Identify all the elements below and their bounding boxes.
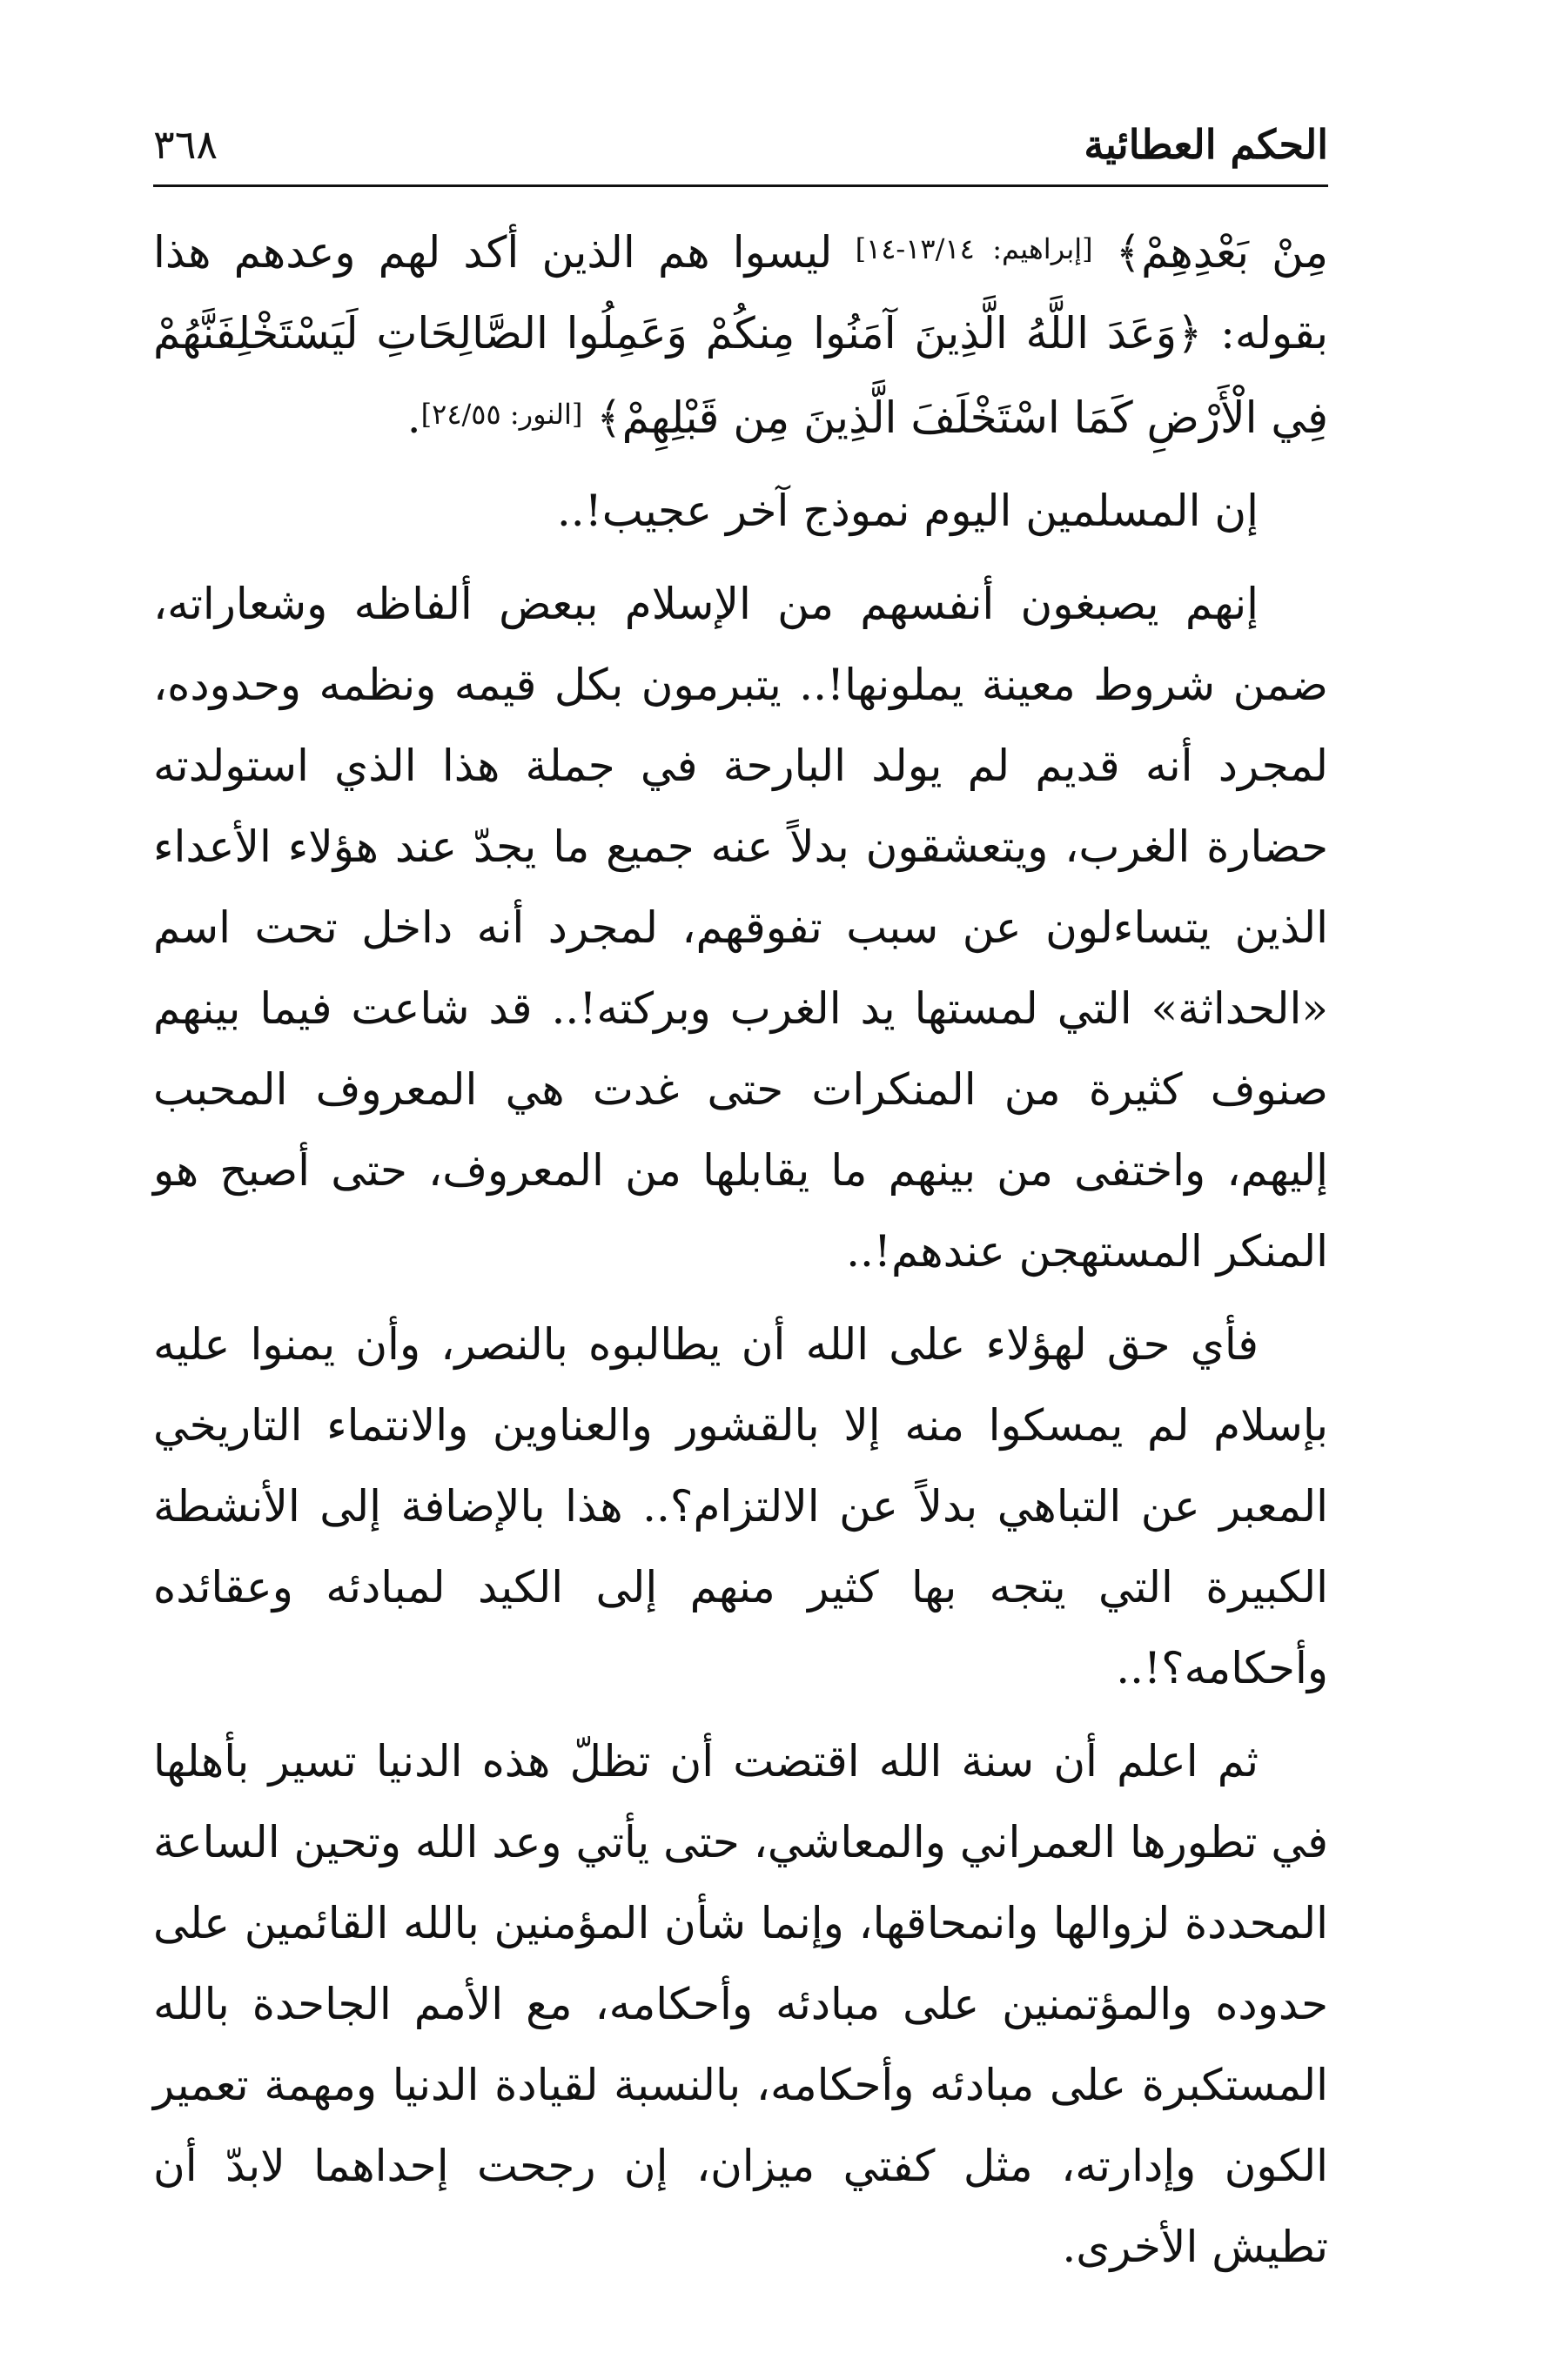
page-body (153, 209, 1328, 2300)
paragraph-end: . (406, 392, 421, 443)
header-divider (153, 184, 1328, 187)
running-title: الحكم العطائية (1084, 121, 1328, 168)
page-header (153, 111, 1328, 181)
verse-reference: [النور: ٢٤/٥٥] (420, 398, 583, 431)
quran-verse: ﴿وَعَدَ اللَّهُ الَّذِينَ آمَنُوا مِنكُمْ وَعَمِلُوا الصَّالِحَاتِ لَيَسْتَخْلِفَنَّهُمْ فِي الْأَرْضِ كَمَا اسْتَخْلَفَ الَّذِينَ مِن قَبْلِهِمْ﴾ (153, 308, 1328, 443)
paragraph: ثم اعلم أن سنة الله اقتضت أن تظلّ هذه الدنيا تسير بأهلها في تطورها العمراني والمعاشي، حتى يأتي وعد الله وتحين الساعة المحددة لزوالها وانمحاقها، وإنما شأن المؤمنين بالله القائمين على حدوده والمؤتمنين على مبادئه وأحكامه، مع الأمم الجاحدة بالله المستكبرة على مبادئه وأحكامه، بالنسبة لقيادة الدنيا ومهمة تعمير الكون وإدارته، مثل كفتي ميزان، إن رجحت إحداهما لابدّ أن تطيش الأخرى. (153, 1736, 1328, 2272)
paragraph-text: ليسوا هم الذين أكد لهم وعدهم هذا بقوله: (153, 227, 1328, 359)
paragraph: فأي حق لهؤلاء على الله أن يطالبوه بالنصر، وأن يمنوا عليه بإسلام لم يمسكوا منه إلا بالقشور والعناوين والانتماء التاريخي المعبر عن التباهي بدلاً عن الالتزام؟.. هذا بالإضافة إلى الأنشطة الكبيرة التي يتجه بها كثير منهم إلى الكيد لمبادئه وعقائده وأحكامه؟!.. (153, 1319, 1328, 1693)
verse-reference: [إبراهيم: ١٣/١٤-١٤] (855, 232, 1093, 265)
paragraph: إن المسلمين اليوم نموذج آخر عجيب!.. (556, 486, 1259, 536)
paragraph-quran-citation (153, 209, 1328, 459)
paragraph: إنهم يصبغون أنفسهم من الإسلام ببعض ألفاظه وشعاراته، ضمن شروط معينة يملونها!.. يتبرمون بكل قيمه ونظمه وحدوده، لمجرد أنه قديم لم يولد البارحة في جملة هذا الذي استولدته حضارة الغرب، ويتعشقون بدلاً عنه جميع ما يجدّ عند هؤلاء الأعداء الذين يتساءلون عن سبب تفوقهم، لمجرد أنه داخل تحت اسم «الحداثة» التي لمستها يد الغرب وبركته!.. قد شاعت فيما بينهم صنوف كثيرة من المنكرات حتى غدت هي المعروف المحبب إليهم، واختفى من بينهم ما يقابلها من المعروف، حتى أصبح هو المنكر المستهجن عندهم!.. (153, 579, 1328, 1277)
page-number: ٣٦٨ (153, 121, 218, 168)
quran-fragment: مِنْ بَعْدِهِمْ﴾ (1115, 227, 1329, 278)
